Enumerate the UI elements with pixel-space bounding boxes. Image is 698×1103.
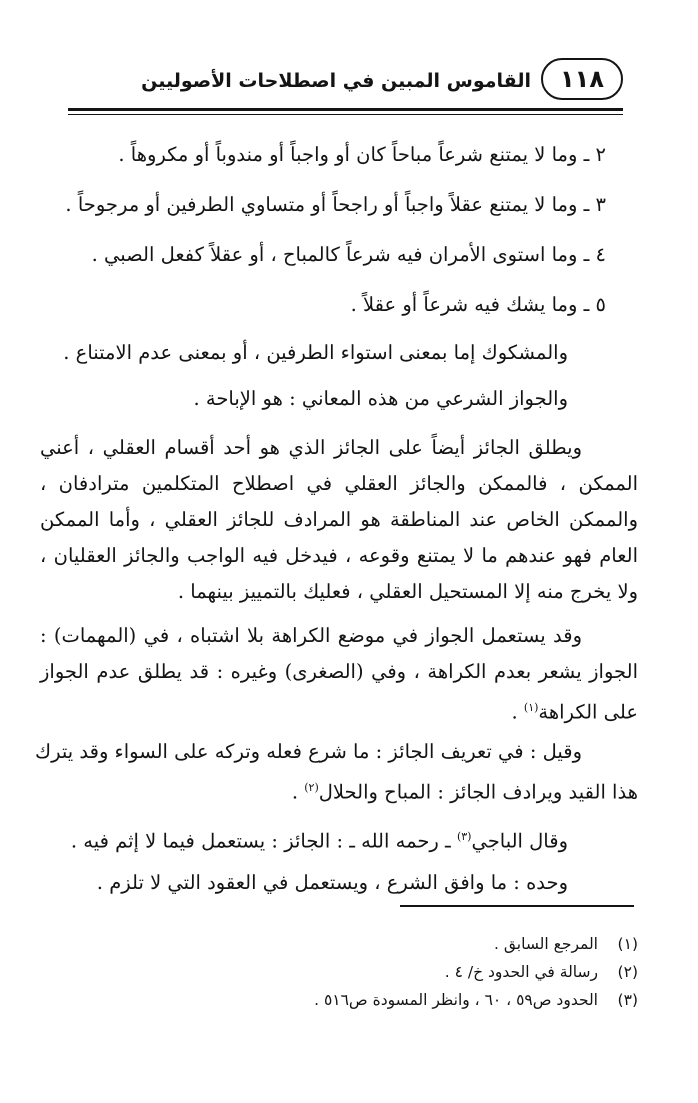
list-text: وما يشك فيه شرعاً أو عقلاً . [350,293,578,316]
shari-permissibility-line: والجواز الشرعي من هذه المعاني : هو الإباحة . [193,387,568,410]
paragraph-line: هذا القيد ويرادف الجائز : المباح والحلال$^{(٢)}$ . [291,780,638,804]
paragraph-makruh-usage [40,618,638,726]
footnote-ref: (٢) [304,781,319,794]
paragraph-rational-permissible [40,430,638,610]
page-header [68,56,623,116]
footnote [260,930,638,958]
baji-definition: وحده : ما وافق الشرع ، ويستعمل في العقود التي لا تلزم . [96,871,568,894]
footnotes [260,930,638,1014]
footnote-number: (٢) [617,963,638,981]
footnote-number: (١) [617,935,638,953]
paragraph-line: الجواز يشعر بعدم الكراهة ، وفي (الصغرى) وغيره : قد يطلق عدم الجواز [40,660,638,683]
paragraph-line: وقد يستعمل الجواز في موضع الكراهة بلا اشتباه ، في (المهمات) : [40,624,582,647]
page-body [35,130,638,906]
paragraph-line: ولا يخرج منه إلا المستحيل العقلي ، فعليك بالتمييز بينهما . [177,580,638,603]
list-number: ٤ [595,243,606,266]
paragraph-line: وقيل : في تعريف الجائز : ما شرع فعله وتركه على السواء وقد يترك [35,740,582,763]
list-number: ٥ [595,293,606,316]
footnote-text: المرجع السابق . [494,935,598,953]
list-item: ٤ ـ وما استوى الأمران فيه شرعاً كالمباح ، أو عقلاً كفعل الصبي . [91,243,606,266]
list-text: وما استوى الأمران فيه شرعاً كالمباح ، أو عقلاً كفعل الصبي . [91,243,578,266]
footnote-ref: (١) [523,701,539,714]
list-text: وما لا يمتنع عقلاً واجباً أو راجحاً أو متساوي الطرفين أو مرجوحاً . [65,193,578,216]
list-text: وما لا يمتنع شرعاً مباحاً كان أو واجباً أو مندوباً أو مكروهاً . [118,143,578,166]
running-title: القاموس المبين في اصطلاحات الأصوليين [141,70,531,92]
list-item: ٥ ـ وما يشك فيه شرعاً أو عقلاً . [350,293,606,316]
paragraph-line: على الكراهة$^{(١)}$ . [511,700,638,724]
footnote [260,986,638,1014]
footnote-text: الحدود ص٥٩ ، ٦٠ ، وانظر المسودة ص٥١٦ . [314,991,598,1009]
footnote-text: رسالة في الحدود خ/ ٤ . [444,963,598,981]
footnote-number: (٣) [617,991,638,1009]
paragraph-definition [35,734,638,806]
list-number: ٢ [595,143,606,166]
list-item: ٢ ـ وما لا يمتنع شرعاً مباحاً كان أو واجباً أو مندوباً أو مكروهاً . [118,143,606,166]
footnote-separator [400,905,634,907]
paragraph-line: الممكن ، فالممكن والجائز العقلي في اصطلاح المتكلمين مترادفان ، [40,472,638,495]
paragraph-line: والممكن الخاص عند المناطقة هو المرادف للجائز العقلي ، وأما الممكن [40,508,638,531]
paragraph-line: العام فهو عندهم ما لا يمتنع وقوعه ، فيدخل فيه الواجب والجائز العقليان ، [40,544,638,567]
doubtful-line: والمشكوك إما بمعنى استواء الطرفين ، أو بمعنى عدم الامتناع . [63,341,568,364]
header-rule-thin [68,114,623,115]
list-item: ٣ ـ وما لا يمتنع عقلاً واجباً أو راجحاً أو متساوي الطرفين أو مرجوحاً . [65,193,606,216]
header-rule-thick [68,108,623,111]
paragraph-line: ويطلق الجائز أيضاً على الجائز الذي هو أحد أقسام العقلي ، أعني [40,436,582,459]
footnote-ref: (٣) [456,830,472,843]
footnote [260,958,638,986]
baji-quote: وقال الباجي$^{(٣)}$ ـ رحمه الله ـ : الجائز : يستعمل فيما لا إثم فيه . [70,829,568,853]
list-number: ٣ [595,193,606,216]
page-number: ١١٨ [541,58,623,100]
